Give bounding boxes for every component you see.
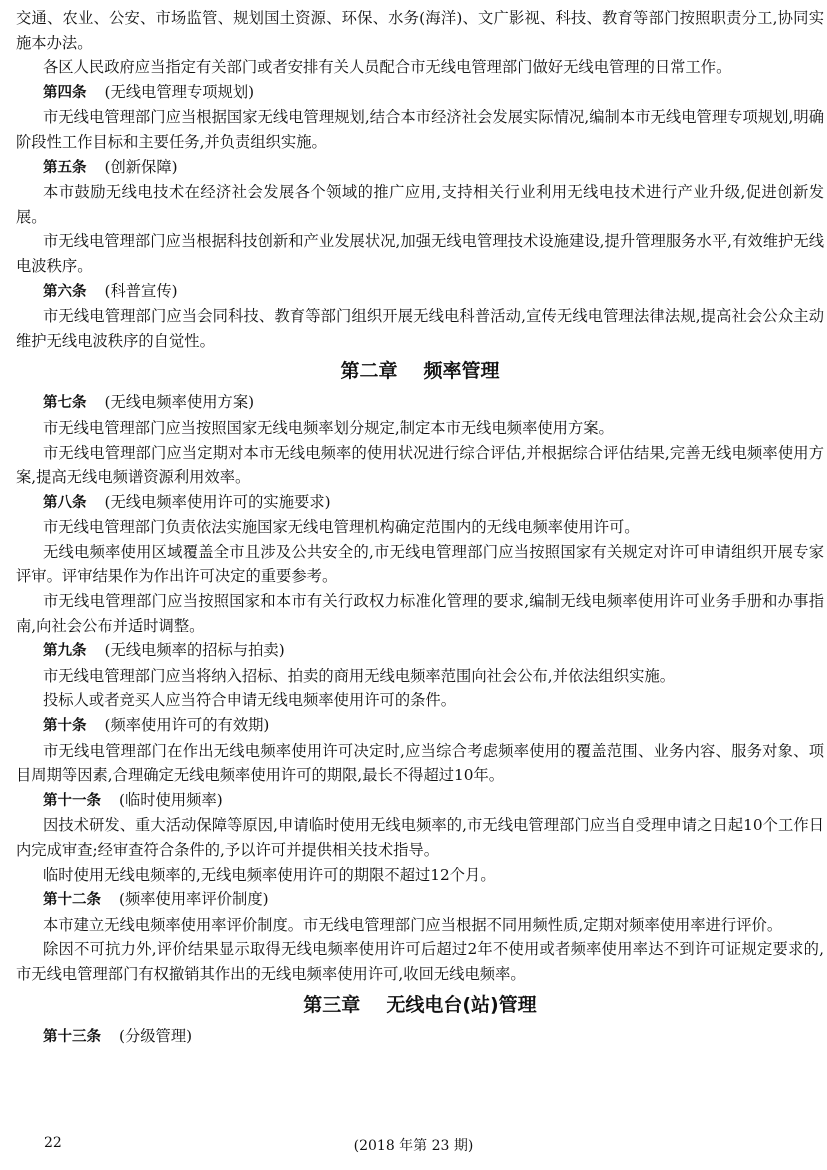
paragraph: 临时使用无线电频率的,无线电频率使用许可的期限不超过12个月。 xyxy=(43,865,496,884)
article-number: 第十条 xyxy=(43,718,87,735)
article-heading xyxy=(16,390,824,416)
document-body xyxy=(16,6,824,1049)
article-heading xyxy=(16,638,824,664)
article-heading xyxy=(16,788,824,814)
article-heading xyxy=(16,490,824,516)
paragraph: 市无线电管理部门应当将纳入招标、拍卖的商用无线电频率范围向社会公布,并依法组织实施。 xyxy=(43,666,676,685)
article-title: (频率使用率评价制度) xyxy=(119,890,269,909)
article-number: 第十三条 xyxy=(43,1028,101,1045)
paragraph: 市无线电管理部门应当会同科技、教育等部门组织开展无线电科普活动,宣传无线电管理法律法规,提高社会公众主动维护无线电波秩序的自觉性。 xyxy=(16,307,824,350)
chapter-title: 频率管理 xyxy=(423,360,500,383)
article-title: (无线电频率的招标与拍卖) xyxy=(104,641,285,660)
article-number: 第五条 xyxy=(43,159,87,176)
article-heading xyxy=(16,80,824,106)
issue-label: (2018 年第 23 期) xyxy=(353,1138,474,1154)
paragraph: 除因不可抗力外,评价结果显示取得无线电频率使用许可后超过2年不使用或者频率使用率达不到许可证规定要求的,市无线电管理部门有权撤销其作出的无线电频率使用许可,收回无线电频率。 xyxy=(16,940,824,983)
chapter-heading xyxy=(16,987,824,1024)
paragraph: 市无线电管理部门应当根据国家无线电管理规划,结合本市经济社会发展实际情况,编制本市无线电管理专项规划,明确阶段性工作目标和主要任务,并负责组织实施。 xyxy=(16,108,824,151)
article-title: (无线电频率使用许可的实施要求) xyxy=(104,492,331,511)
article-title: (无线电频率使用方案) xyxy=(104,393,255,412)
article-number: 第八条 xyxy=(43,494,87,511)
paragraph: 本市建立无线电频率使用率评价制度。市无线电管理部门应当根据不同用频性质,定期对频率使用率进行评价。 xyxy=(43,915,783,934)
chapter-number: 第三章 xyxy=(303,993,361,1016)
article-heading xyxy=(16,1024,824,1050)
paragraph: 市无线电管理部门应当根据科技创新和产业发展状况,加强无线电管理技术设施建设,提升管理服务水平,有效维护无线电波秩序。 xyxy=(16,232,824,275)
chapter-title: 无线电台(站)管理 xyxy=(386,993,537,1016)
article-number: 第六条 xyxy=(43,283,87,300)
article-title: (临时使用频率) xyxy=(119,790,223,809)
paragraph: 本市鼓励无线电技术在经济社会发展各个领域的推广应用,支持相关行业利用无线电技术进行产业升级,促进创新发展。 xyxy=(16,183,824,226)
article-title: (创新保障) xyxy=(104,157,178,176)
article-heading xyxy=(16,155,824,181)
paragraph: 市无线电管理部门应当定期对本市无线电频率的使用状况进行综合评估,并根据综合评估结果,完善无线电频率使用方案,提高无线电频谱资源利用效率。 xyxy=(16,443,824,487)
page-number: 22 xyxy=(44,1135,62,1151)
paragraph: 市无线电管理部门负责依法实施国家无线电管理机构确定范围内的无线电频率使用许可。 xyxy=(43,518,640,537)
paragraph: 投标人或者竞买人应当符合申请无线电频率使用许可的条件。 xyxy=(43,691,457,710)
article-heading xyxy=(16,713,824,739)
article-number: 第九条 xyxy=(43,643,87,660)
chapter-heading xyxy=(16,353,824,390)
paragraph: 市无线电管理部门应当按照国家无线电频率划分规定,制定本市无线电频率使用方案。 xyxy=(43,418,614,437)
article-title: (频率使用许可的有效期) xyxy=(104,716,270,735)
paragraph: 无线电频率使用区域覆盖全市且涉及公共安全的,市无线电管理部门应当按照国家有关规定对许可申请组织开展专家评审。评审结果作为作出许可决定的重要参考。 xyxy=(16,542,824,586)
article-number: 第十一条 xyxy=(43,792,101,809)
paragraph: 各区人民政府应当指定有关部门或者安排有关人员配合市无线电管理部门做好无线电管理的日常工作。 xyxy=(43,58,732,77)
article-number: 第四条 xyxy=(43,84,87,101)
article-number: 第七条 xyxy=(43,395,87,412)
article-title: (无线电管理专项规划) xyxy=(104,82,255,101)
paragraph: 交通、农业、公安、市场监管、规划国土资源、环保、水务(海洋)、文广影视、科技、教育等部门按照职责分工,协同实施本办法。 xyxy=(16,9,824,52)
article-heading xyxy=(16,887,824,913)
article-number: 第十二条 xyxy=(43,892,101,909)
article-title: (科普宣传) xyxy=(104,281,178,300)
paragraph: 市无线电管理部门应当按照国家和本市有关行政权力标准化管理的要求,编制无线电频率使用许可业务手册和办事指南,向社会公布并适时调整。 xyxy=(16,592,824,635)
paragraph: 市无线电管理部门在作出无线电频率使用许可决定时,应当综合考虑频率使用的覆盖范围、业务内容、服务对象、项目周期等因素,合理确定无线电频率使用许可的期限,最长不得超过10年。 xyxy=(16,741,824,785)
chapter-number: 第二章 xyxy=(340,360,398,383)
paragraph: 因技术研发、重大活动保障等原因,申请临时使用无线电频率的,市无线电管理部门应当自受理申请之日起10个工作日内完成审查;经审查符合条件的,予以许可并提供相关技术指导。 xyxy=(16,816,824,859)
article-heading xyxy=(16,279,824,305)
article-title: (分级管理) xyxy=(119,1026,193,1045)
